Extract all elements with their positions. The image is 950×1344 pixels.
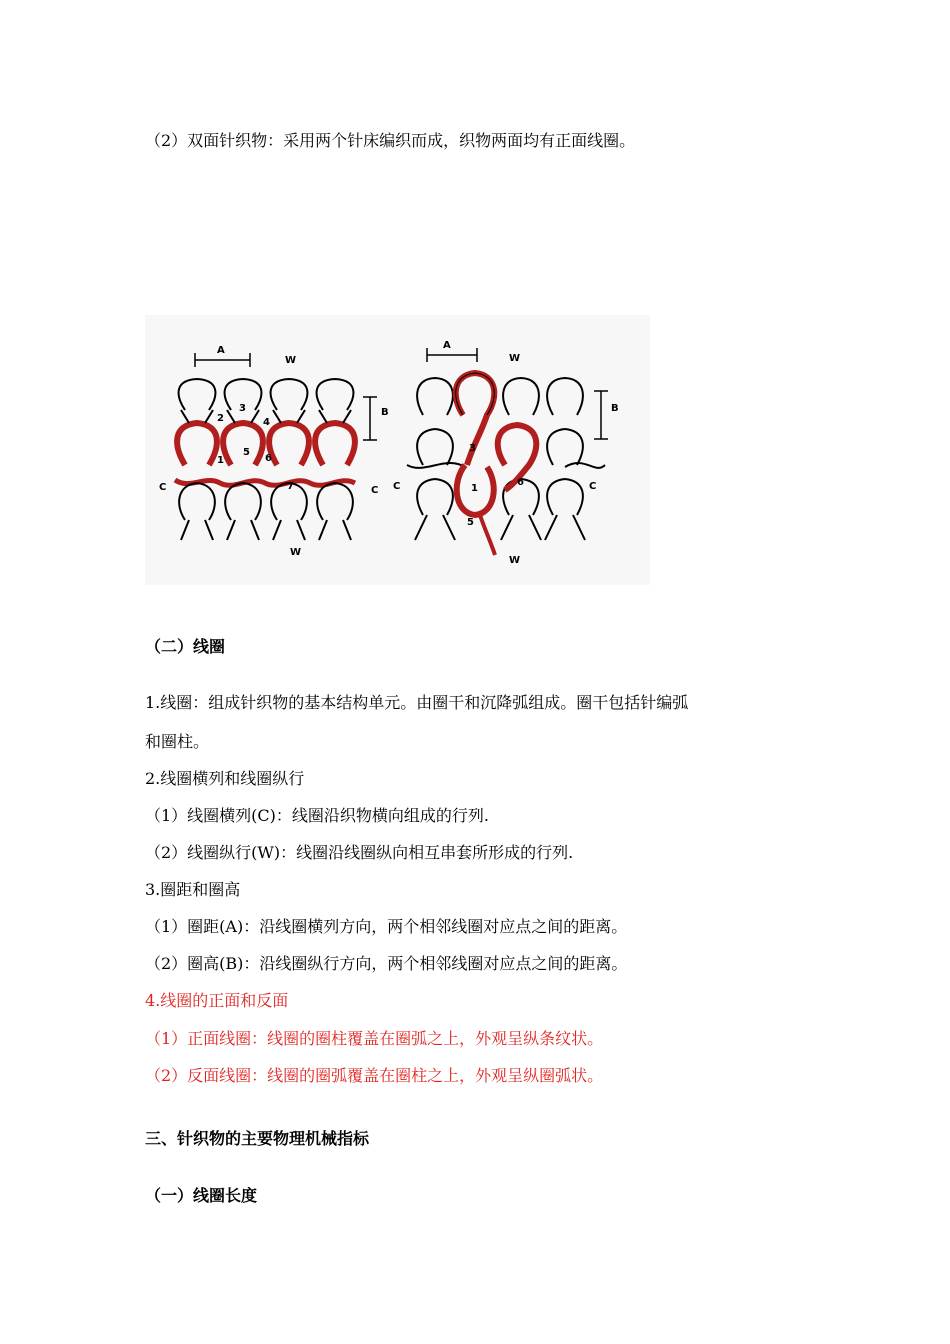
- right-num-1: 1: [471, 483, 478, 494]
- body-line: （1）线圈横列(C)：线圈沿织物横向组成的行列.: [145, 806, 489, 825]
- left-num-2: 2: [217, 413, 224, 424]
- body-line: 和圈柱。: [145, 732, 210, 751]
- left-label-b: B: [381, 407, 389, 418]
- body-line: （2）线圈纵行(W)：线圈沿线圈纵向相互串套所形成的行列.: [145, 843, 574, 862]
- body-line: （1）圈距(A)：沿线圈横列方向，两个相邻线圈对应点之间的距离。: [145, 917, 628, 936]
- left-label-w-bottom: W: [290, 547, 302, 558]
- body-line: 1.线圈：组成针织物的基本结构单元。由圈干和沉降弧组成。圈干包括针编弧: [145, 693, 689, 712]
- left-label-c-right: C: [371, 485, 379, 496]
- right-num-6: 6: [517, 477, 524, 488]
- right-num-5: 5: [467, 517, 474, 528]
- left-label-a: A: [217, 345, 225, 356]
- section-heading-three: 三、针织物的主要物理机械指标: [145, 1129, 370, 1148]
- right-label-w-bottom: W: [509, 555, 521, 566]
- right-label-b: B: [611, 403, 619, 414]
- highlight-line: （2）反面线圈：线圈的圈弧覆盖在圈柱之上，外观呈纵圈弧状。: [145, 1066, 604, 1085]
- right-label-c-left: C: [393, 481, 401, 492]
- right-label-c-right: C: [589, 481, 597, 492]
- section-heading-loop-length: （一）线圈长度: [145, 1186, 258, 1205]
- left-num-7: 7: [287, 481, 294, 492]
- right-label-a: A: [443, 340, 451, 351]
- body-line: （2）圈高(B)：沿线圈纵行方向，两个相邻线圈对应点之间的距离。: [145, 954, 628, 973]
- knit-structure-figure: [145, 315, 650, 585]
- right-label-w-top: W: [509, 353, 521, 364]
- body-line: 2.线圈横列和线圈纵行: [145, 769, 305, 788]
- highlight-line: （1）正面线圈：线圈的圈柱覆盖在圈弧之上，外观呈纵条纹状。: [145, 1029, 604, 1048]
- right-num-3: 3: [469, 443, 476, 454]
- body-line: 3.圈距和圈高: [145, 880, 241, 899]
- left-num-4: 4: [263, 417, 270, 428]
- left-num-1: 1: [217, 455, 224, 466]
- section-heading-loop: （二）线圈: [145, 637, 226, 656]
- left-label-w-top: W: [285, 355, 297, 366]
- left-num-6: 6: [265, 453, 272, 464]
- highlight-line: 4.线圈的正面和反面: [145, 991, 289, 1010]
- intro-line: （2）双面针织物：采用两个针床编织而成，织物两面均有正面线圈。: [145, 131, 636, 150]
- left-label-c-left: C: [159, 482, 167, 493]
- left-num-3: 3: [239, 403, 246, 414]
- left-num-5: 5: [243, 447, 250, 458]
